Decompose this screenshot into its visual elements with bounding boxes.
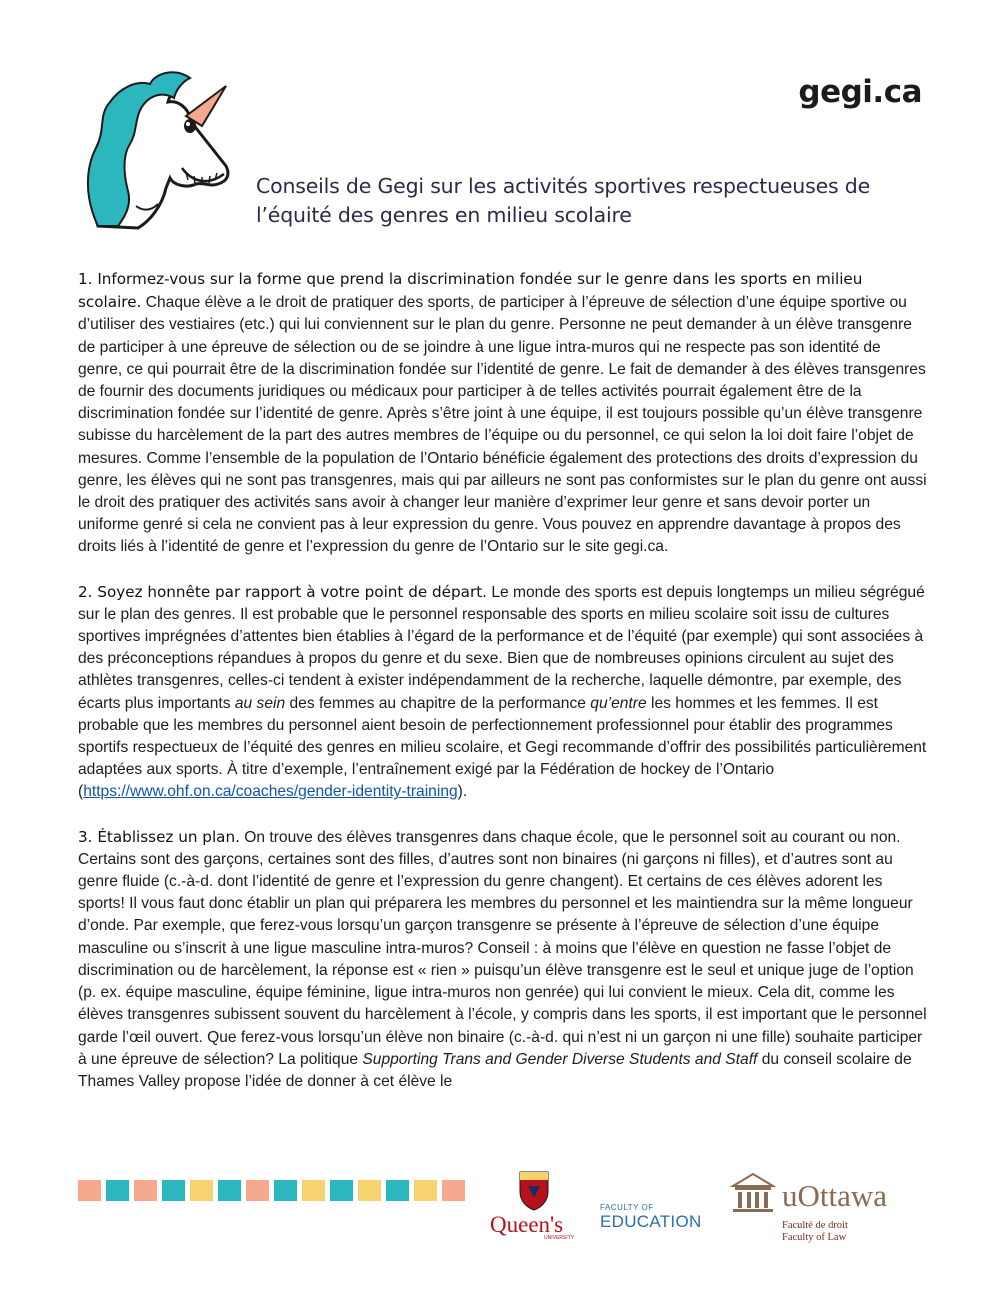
strip-square	[162, 1180, 185, 1201]
strip-square	[442, 1180, 465, 1201]
strip-square	[274, 1180, 297, 1201]
uottawa-faculty-fr: Faculté de droit	[782, 1220, 848, 1231]
uottawa-building-icon	[730, 1170, 776, 1216]
queens-wordmark: Queen's	[490, 1212, 564, 1237]
strip-square	[106, 1180, 129, 1201]
strip-square	[246, 1180, 269, 1201]
section-2-heading: 2. Soyez honnête par rapport à votre point de départ.	[78, 582, 487, 601]
strip-square	[190, 1180, 213, 1201]
faculty-of-education	[600, 1203, 702, 1232]
strip-square	[386, 1180, 409, 1201]
faculty-name: EDUCATION	[600, 1212, 702, 1231]
strip-square	[358, 1180, 381, 1201]
section-2-body-a: Le monde des sports est depuis longtemps un milieu ségrégué sur le plan des genres. Il est probable que le personnel responsable des sports en milieu scolaire soit issu de cultures sportives imprégnées d’attentes bien établies à l’égard de la performance et de l’équité (par exemple) qui sont associées à des préconceptions répandues à propos du genre et du sexe. Bien que de nombreuses opinions circulent au sujet des athlètes transgenres, celles-ci tendent à exister indépendamment de la recherche, laquelle démontre, par exemple, des écarts plus importants	[78, 583, 925, 712]
strip-square	[414, 1180, 437, 1201]
section-1	[78, 268, 928, 559]
queens-sub: UNIVERSITY	[544, 1235, 575, 1240]
strip-square	[218, 1180, 241, 1201]
uottawa-logo	[730, 1170, 888, 1243]
section-3	[78, 826, 928, 1093]
section-3-body-a: On trouve des élèves transgenres dans chaque école, que le personnel soit au courant ou non. Certains sont des garçons, certaines sont des filles, d’autres sont non binaires (ni garçons ni filles), et d’autres sont au genre fluide (c.-à-d. dont l’identité de genre et l’expression du genre changent). Et certains de ces élèves adorent les sports! Il vous faut donc établir un plan qui préparera les membres du personnel et les maintiendra sur la même longueur d’onde. Par exemple, que ferez-vous lorsqu’un garçon transgenre se présente à l’épreuve de sélection d’une équipe masculine ou s’inscrit à une ligue masculine intra-muros? Conseil : à moins que l’élève en question ne fasse l’objet de discrimination ou de harcèlement, la réponse est « rien » puisqu’un élève transgenre est le seul et unique juge de l’option (p. ex. équipe masculine, équipe féminine, ligue intra-muros non genrée) qui lui convient le mieux. Cela dit, comme les élèves transgenres subissent souvent du harcèlement à l’école, y compris dans les sports, il est important que le personnel garde l’œil ouvert. Que ferez-vous lorsqu’un élève non binaire (c.-à-d. qui n’est ni un garçon ni une fille) souhaite participer à une épreuve de sélection? La politique	[78, 828, 927, 1068]
queens-university-logo	[488, 1170, 583, 1240]
uottawa-faculty	[782, 1220, 848, 1244]
section-2-body-b: des femmes au chapitre de la performance	[285, 694, 591, 712]
document-body	[78, 268, 928, 1115]
strip-square	[78, 1180, 101, 1201]
ohf-training-link[interactable]: https://www.ohf.on.ca/coaches/gender-identity-training	[83, 783, 458, 801]
faculty-of-label: FACULTY OF	[600, 1203, 654, 1212]
strip-square	[134, 1180, 157, 1201]
section-2-emphasis-b: qu’entre	[590, 694, 647, 712]
section-1-body: Chaque élève a le droit de pratiquer des sports, de participer à l’épreuve de sélection d’une équipe sportive ou d’utiliser des vestiaires (etc.) qui lui conviennent sur le plan du genre. Personne ne peut demander à un élève transgenre de participer à une épreuve de sélection ou de se joindre à une ligue intra-muros qui ne respecte pas son identité de genre, ce qui pourrait être de la discrimination fondée sur l’identité de genre. Le fait de demander à des élèves transgenres de fournir des documents juridiques ou médicaux pour participer à de telles activités pourrait également être de la discrimination fondée sur l’identité de genre. Après s’être joint à une équipe, il est toujours possible qu’un élève transgenre subisse du harcèlement de la part des autres membres de l’équipe ou du personnel, ce qui selon la loi doit faire l’objet de mesures. Comme l’ensemble de la population de l’Ontario bénéficie également des protections des droits d’expression du genre, les élèves qui ne sont pas transgenres, mais qui par ailleurs ne sont pas conformistes sur le plan du genre ont aussi le droit des pratiquer des activités sans avoir à changer leur manière d’exprimer leur genre et sans devoir porter un uniforme genré si cela ne convient pas à leur expression du genre. Vous pouvez en apprendre davantage à propos des droits liés à l’identité de genre et l’expression du genre de l’Ontario sur le site gegi.ca.	[78, 294, 927, 556]
uottawa-wordmark: uOttawa	[782, 1178, 888, 1213]
site-url: gegi.ca	[798, 74, 922, 110]
section-2-body-d: ).	[457, 783, 468, 801]
section-3-heading: 3. Établissez un plan.	[78, 827, 240, 846]
section-2-body-c: les hommes et les femmes. Il est probable que les membres du personnel aient besoin de perfectionnement professionnel pour établir des programmes sportifs respectueux de l’équité des genres en milieu scolaire, et Gegi recommande d’offrir des possibilités particulièrement adaptées aux sports. À titre d’exemple, l’entraînement exigé par la Fédération de hockey de l’Ontario (	[78, 694, 927, 801]
color-strip	[78, 1180, 465, 1201]
strip-square	[302, 1180, 325, 1201]
section-1-heading: 1. Informez-vous sur la forme que prend la discrimination fondée sur le genre dans les sports en milieu scolaire.	[78, 270, 863, 312]
section-3-emphasis-a: Supporting Trans and Gender Diverse Students and Staff	[362, 1050, 758, 1068]
section-3-body-b: du conseil scolaire de Thames Valley propose l’idée de donner à cet élève le	[78, 1050, 912, 1090]
unicorn-mascot-logo	[78, 56, 238, 236]
strip-square	[330, 1180, 353, 1201]
section-2-emphasis-a: au sein	[234, 694, 286, 712]
page-title: Conseils de Gegi sur les activités sportives respectueuses de l’équité des genres en milieu scolaire	[256, 174, 871, 227]
uottawa-faculty-en: Faculty of Law	[782, 1232, 847, 1243]
section-2	[78, 581, 928, 804]
